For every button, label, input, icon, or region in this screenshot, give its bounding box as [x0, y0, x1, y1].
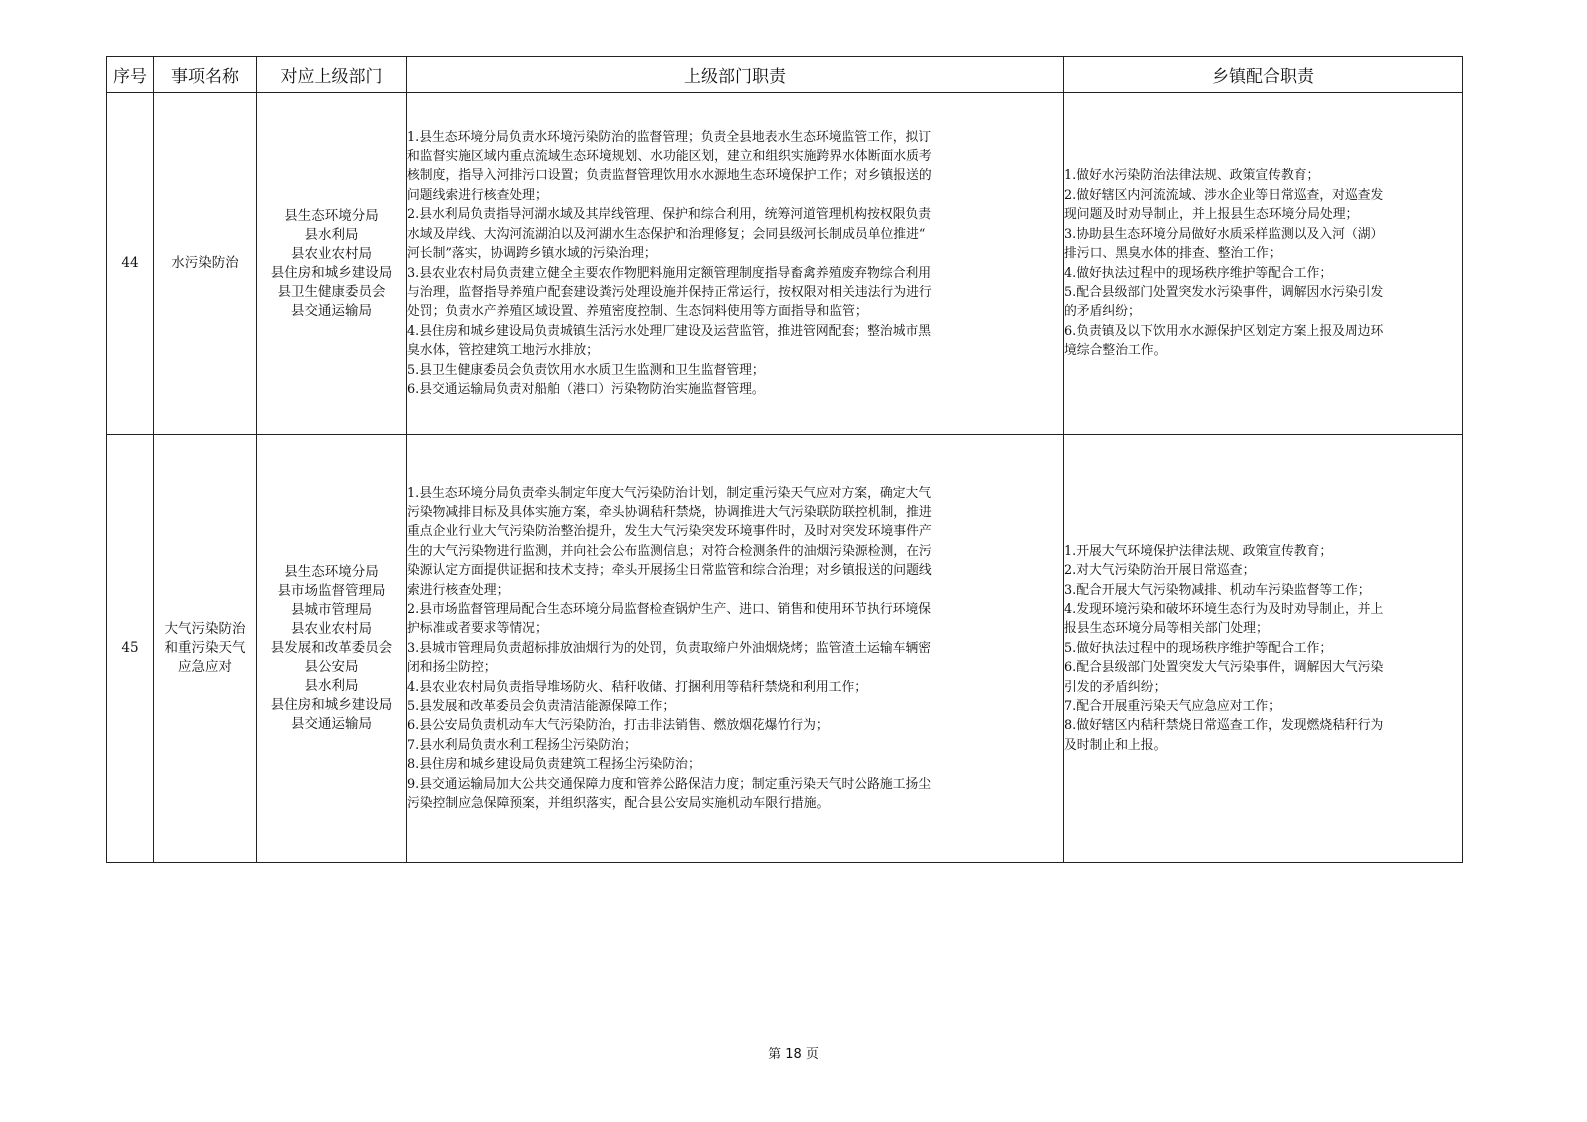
town-duty-line: 8.做好辖区内秸秆禁烧日常巡查工作，发现燃烧秸秆行为	[1064, 718, 1384, 734]
table-row	[107, 93, 1463, 435]
item-name-cell	[154, 93, 257, 435]
item-name-line: 水污染防治	[171, 255, 239, 271]
header-superior-duties: 上级部门职责	[407, 57, 1064, 93]
town-duty-line: 5.配合县级部门处置突发水污染事件，调解因水污染引发	[1064, 284, 1384, 300]
town-duty-line: 1.做好水污染防治法律法规、政策宣传教育；	[1064, 168, 1320, 184]
duty-line: 3.县城市管理局负责超标排放油烟行为的处罚，负责取缔户外油烟烧烤；监管渣土运输车辆密	[407, 640, 932, 656]
dept-name: 县农业农村局	[291, 245, 372, 262]
dept-name: 县水利局	[304, 678, 359, 694]
duty-line: 护标准或者要求等情况；	[407, 621, 548, 637]
town-duty-line: 1.开展大气环境保护法律法规、政策宣传教育；	[1064, 543, 1333, 559]
duty-line: 6.县公安局负责机动车大气污染防治，打击非法销售、燃放烟花爆竹行为；	[407, 718, 829, 734]
serial-number-cell: 44	[107, 93, 154, 435]
duty-line: 污染控制应急保障预案，并组织落实，配合县公安局实施机动车限行措施。	[407, 796, 830, 812]
duty-line: 水域及岸线、大沟河流湖泊以及河湖水生态保护和治理修复；会同县级河长制成员单位推进“	[407, 226, 926, 242]
superior-dept-cell	[257, 435, 407, 863]
town-duties-cell	[1064, 435, 1463, 863]
town-duty-line: 现问题及时劝导制止，并上报县生态环境分局处理；	[1064, 207, 1359, 223]
duty-line: 河长制”落实，协调跨乡镇水域的污染治理；	[407, 246, 657, 262]
duty-line: 闭和扬尘防控；	[407, 660, 497, 676]
town-duty-line: 6.负责镇及以下饮用水水源保护区划定方案上报及周边环	[1064, 323, 1384, 339]
town-duties-cell	[1064, 93, 1463, 435]
duty-line: 6.县交通运输局负责对船舶（港口）污染物防治实施监督管理。	[407, 381, 765, 397]
town-duty-line: 5.做好执法过程中的现场秩序维护等配合工作；	[1064, 640, 1333, 656]
dept-name: 县卫生健康委员会	[277, 283, 386, 300]
duty-line: 污染物减排目标及具体实施方案，牵头协调秸秆禁烧，协调推进大气污染联防联控机制，推进	[407, 504, 932, 520]
duty-line: 2.县市场监督管理局配合生态环境分局监督检查锅炉生产、进口、销售和使用环节执行环境保	[407, 601, 932, 617]
town-duty-line: 报县生态环境分局等相关部门处理；	[1064, 621, 1269, 637]
table-header-row	[107, 57, 1463, 93]
town-duty-line: 4.做好执法过程中的现场秩序维护等配合工作；	[1064, 265, 1333, 281]
dept-name: 县生态环境分局	[284, 564, 379, 580]
town-duty-line: 3.配合开展大气污染物减排、机动车污染监督等工作；	[1064, 582, 1371, 598]
item-name-line: 应急应对	[178, 659, 232, 675]
duty-line: 2.县水利局负责指导河湖水域及其岸线管理、保护和综合利用，统筹河道管理机构按权限负责	[407, 207, 932, 223]
dept-name: 县市场监督管理局	[277, 583, 386, 599]
town-duty-line: 3.协助县生态环境分局做好水质采样监测以及入河（湖）	[1064, 226, 1384, 242]
dept-name: 县水利局	[304, 226, 359, 243]
duty-line: 4.县农业农村局负责指导堆场防火、秸秆收储、打捆利用等秸秆禁烧和利用工作；	[407, 679, 868, 695]
town-duty-line: 2.对大气污染防治开展日常巡查；	[1064, 563, 1256, 579]
item-name-cell	[154, 435, 257, 863]
superior-dept-cell	[257, 93, 407, 435]
town-duty-line: 及时制止和上报。	[1064, 737, 1167, 753]
table-row	[107, 435, 1463, 863]
header-town-duties: 乡镇配合职责	[1064, 57, 1463, 93]
dept-name: 县交通运输局	[291, 302, 372, 319]
duty-line: 5.县发展和改革委员会负责清洁能源保障工作；	[407, 699, 676, 715]
dept-name: 县生态环境分局	[284, 207, 379, 224]
town-duty-line: 的矛盾纠纷；	[1064, 304, 1141, 320]
duty-line: 1.县生态环境分局负责牵头制定年度大气污染防治计划，制定重污染天气应对方案，确定大气	[407, 485, 932, 501]
header-item-name: 事项名称	[154, 57, 257, 93]
town-duty-line: 境综合整治工作。	[1064, 343, 1167, 359]
duty-line: 染源认定方面提供证据和技术支持；牵头开展扬尘日常监管和综合治理；对乡镇报送的问题线	[407, 563, 932, 579]
item-name-line: 大气污染防治	[164, 621, 246, 637]
duty-line: 重点企业行业大气污染防治整治提升，发生大气污染突发环境事件时，及时对突发环境事件产	[407, 524, 932, 540]
duty-table	[106, 56, 1463, 863]
item-name-line: 和重污染天气	[164, 640, 246, 656]
header-superior-dept: 对应上级部门	[257, 57, 407, 93]
dept-name: 县住房和城乡建设局	[270, 264, 393, 281]
dept-name: 县发展和改革委员会	[270, 640, 393, 656]
duty-line: 处罚；负责水产养殖区域设置、养殖密度控制、生态饲料使用等方面指导和监管；	[407, 304, 868, 320]
superior-duties-cell	[407, 435, 1064, 863]
duty-line: 3.县农业农村局负责建立健全主要农作物肥料施用定额管理制度指导畜禽养殖废弃物综合利用	[407, 265, 932, 281]
dept-name: 县公安局	[304, 659, 359, 675]
duty-line: 8.县住房和城乡建设局负责建筑工程扬尘污染防治；	[407, 757, 701, 773]
dept-name: 县住房和城乡建设局	[270, 697, 393, 713]
duty-line: 5.县卫生健康委员会负责饮用水水质卫生监测和卫生监督管理；	[407, 362, 765, 378]
duty-line: 索进行核查处理；	[407, 582, 510, 598]
duty-line: 7.县水利局负责水利工程扬尘污染防治；	[407, 737, 637, 753]
superior-duties-cell	[407, 93, 1064, 435]
duty-line: 9.县交通运输局加大公共交通保障力度和管养公路保洁力度；制定重污染天气时公路施工扬尘	[407, 776, 932, 792]
duty-line: 4.县住房和城乡建设局负责城镇生活污水处理厂建设及运营监管，推进管网配套；整治城市黑	[407, 323, 932, 339]
town-duty-line: 2.做好辖区内河流流域、涉水企业等日常巡查，对巡查发	[1064, 187, 1384, 203]
town-duty-line: 7.配合开展重污染天气应急应对工作；	[1064, 699, 1281, 715]
header-serial: 序号	[107, 57, 154, 93]
town-duty-line: 4.发现环境污染和破坏环境生态行为及时劝导制止，并上	[1064, 601, 1384, 617]
town-duty-line: 引发的矛盾纠纷；	[1064, 679, 1167, 695]
duty-line: 1.县生态环境分局负责水环境污染防治的监督管理；负责全县地表水生态环境监管工作，拟订	[407, 129, 932, 145]
duty-line: 臭水体，管控建筑工地污水排放；	[407, 343, 599, 359]
serial-number-cell: 45	[107, 435, 154, 863]
dept-name: 县农业农村局	[291, 621, 372, 637]
duty-line: 和监督实施区域内重点流域生态环境规划、水功能区划，建立和组织实施跨界水体断面水质考	[407, 149, 932, 165]
duty-line: 与治理，监督指导养殖户配套建设粪污处理设施并保持正常运行，按权限对相关违法行为进行	[407, 284, 932, 300]
town-duty-line: 6.配合县级部门处置突发大气污染事件，调解因大气污染	[1064, 660, 1384, 676]
dept-name: 县城市管理局	[291, 602, 372, 618]
duty-line: 问题线索进行核查处理；	[407, 187, 548, 203]
duty-line: 核制度，指导入河排污口设置；负责监督管理饮用水水源地生态环境保护工作；对乡镇报送的	[407, 168, 932, 184]
dept-name: 县交通运输局	[291, 716, 372, 732]
town-duty-line: 排污口、黑臭水体的排查、整治工作；	[1064, 246, 1282, 262]
duty-line: 生的大气污染物进行监测，并向社会公布监测信息；对符合检测条件的油烟污染源检测，在污	[407, 543, 932, 559]
page-number: 第 18 页	[768, 1047, 819, 1062]
